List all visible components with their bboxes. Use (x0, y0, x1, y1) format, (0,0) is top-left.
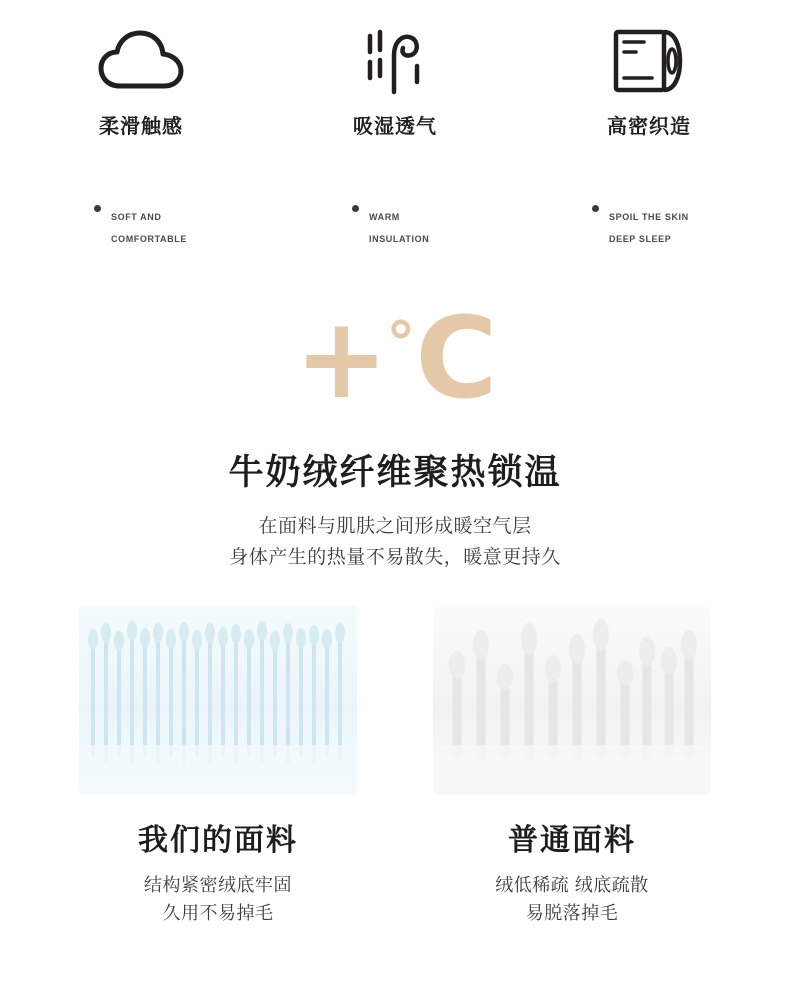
comparison-title: 我们的面料 (138, 824, 298, 857)
temperature-mark (294, 294, 496, 424)
english-label-text (369, 201, 429, 245)
temperature-unit: C (415, 294, 496, 424)
comparison-subtext-line1: 结构紧密绒底牢固 (144, 875, 292, 895)
feature-item-dense-weave (574, 22, 724, 139)
english-label-text (609, 201, 689, 245)
english-label-spoil-the-skin (592, 201, 689, 245)
description-line-2: 身体产生的热量不易散失，暖意更持久 (229, 547, 561, 568)
english-label-line1: WARM (369, 212, 400, 222)
comparison-subtext (495, 871, 649, 927)
feature-icon-row (0, 0, 790, 139)
moisture-wicking-icon (360, 22, 430, 100)
feature-label: 高密织造 (607, 116, 691, 138)
sparse-fiber-illustration (433, 605, 711, 795)
feature-label: 柔滑触感 (99, 116, 183, 138)
fabric-comparison-section (0, 605, 790, 927)
comparison-subtext (144, 871, 292, 927)
comparison-title: 普通面料 (508, 824, 636, 857)
bullet-icon (352, 205, 359, 212)
fabric-roll-icon (612, 22, 686, 100)
feature-item-soft (66, 22, 216, 139)
comparison-subtext-line2: 久用不易掉毛 (162, 903, 274, 923)
temperature-graphic (0, 294, 790, 424)
comparison-column-ours (79, 605, 357, 927)
english-label-text (111, 201, 187, 245)
english-label-line2: DEEP SLEEP (609, 234, 672, 244)
cloud-icon (98, 22, 184, 100)
bullet-icon (94, 205, 101, 212)
temperature-plus: + (294, 294, 387, 424)
our-fabric-swatch (79, 605, 357, 795)
feature-label: 吸湿透气 (353, 116, 437, 138)
fine-fiber-illustration (79, 605, 357, 795)
english-label-line2: INSULATION (369, 234, 430, 244)
description-block (0, 511, 790, 573)
english-label-line2: COMFORTABLE (111, 234, 187, 244)
headline: 牛奶绒纤维聚热锁温 (228, 453, 562, 492)
bullet-icon (592, 205, 599, 212)
temperature-degree-symbol: ° (386, 309, 416, 377)
english-label-warm-insulation (352, 201, 429, 245)
english-label-line1: SOFT AND (111, 212, 162, 222)
ordinary-fabric-swatch (433, 605, 711, 795)
english-label-row (0, 201, 790, 265)
english-label-soft-comfortable (94, 201, 187, 245)
english-label-line1: SPOIL THE SKIN (609, 212, 689, 222)
comparison-subtext-line2: 易脱落掉毛 (525, 903, 619, 923)
comparison-subtext-line1: 绒低稀疏 绒底疏散 (495, 875, 649, 895)
description-line-1: 在面料与肌肤之间形成暖空气层 (258, 516, 532, 537)
feature-item-breathable (320, 22, 470, 139)
comparison-column-ordinary (433, 605, 711, 927)
